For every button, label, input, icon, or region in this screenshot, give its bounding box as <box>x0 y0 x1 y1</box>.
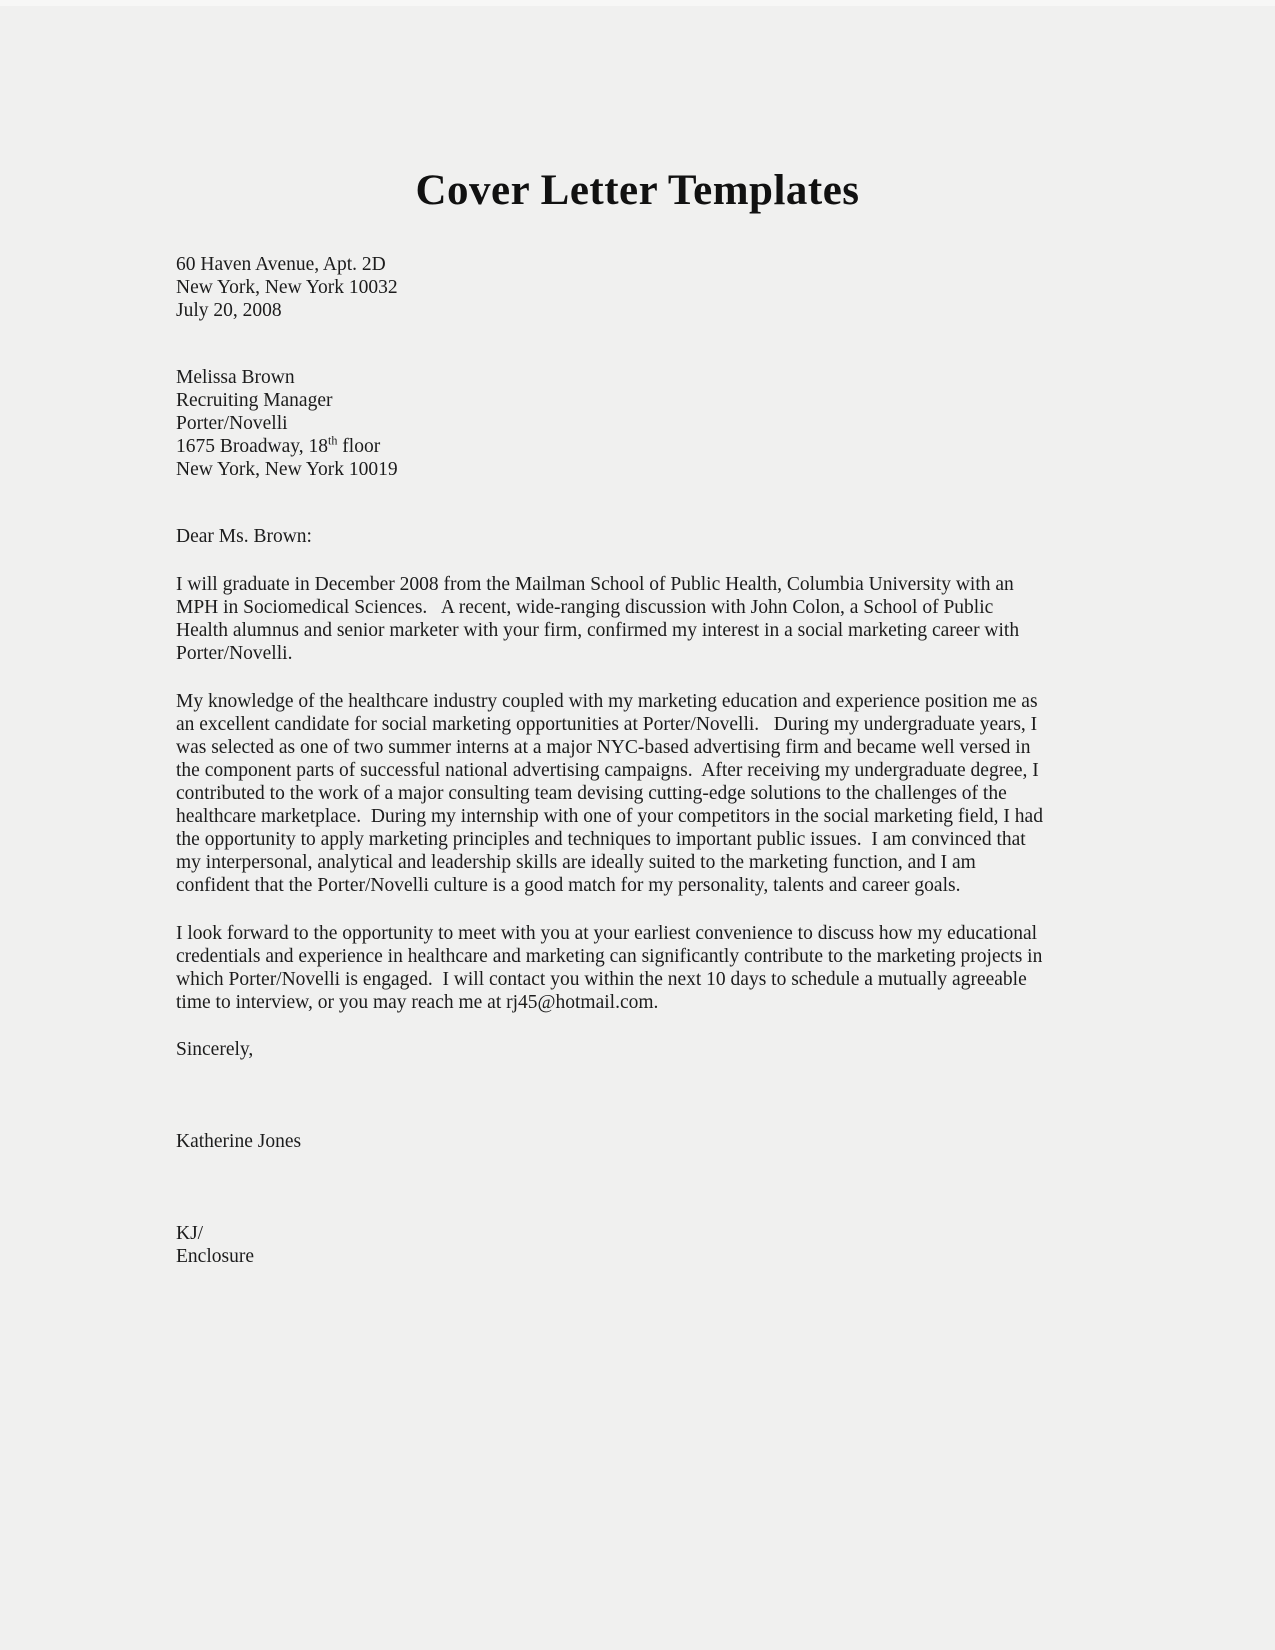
recipient-street <box>176 435 1043 458</box>
typist-initials: KJ/ <box>176 1223 204 1245</box>
sender-address-block <box>176 253 1043 322</box>
sender-city: New York, New York 10032 <box>176 277 398 299</box>
paragraph-qualifications: My knowledge of the healthcare industry coupled with my marketing education and experience position me as an excellent candidate for social marketing opportunities at Porter/Novelli. During my undergraduate years, I was selected as one of two summer interns at a major NYC-based advertising firm and became well versed in the component parts of successful national advertising campaigns. After receiving my undergraduate degree, I contributed to the work of a major consulting team devising cutting-edge solutions to the challenges of the healthcare marketplace. During my internship with one of your competitors in the social marketing field, I had the opportunity to apply marketing principles and techniques to important public issues. I am convinced that my interpersonal, analytical and leadership skills are ideally suited to the marketing function, and I am confident that the Porter/Novelli culture is a good match for my personality, talents and career goals. <box>176 691 1048 897</box>
enclosure-notation: Enclosure <box>176 1246 254 1268</box>
recipient-street-number: 1675 Broadway, 18 <box>176 436 329 458</box>
closing-salutation: Sincerely, <box>176 1039 254 1061</box>
paragraph-call-to-action: I look forward to the opportunity to meet with you at your earliest convenience to discuss how my educational credentials and experience in healthcare and marketing can significantly contribute to the marketing projects in which Porter/Novelli is engaged. I will contact you within the next 10 days to schedule a mutually agreeable time to interview, or you may reach me at rj45@hotmail.com. <box>176 923 1048 1014</box>
ordinal-superscript: th <box>328 433 338 448</box>
sender-street: 60 Haven Avenue, Apt. 2D <box>176 254 386 276</box>
recipient-company: Porter/Novelli <box>176 413 288 435</box>
reference-initials <box>176 1222 1043 1268</box>
paragraph-introduction: I will graduate in December 2008 from the Mailman School of Public Health, Columbia University with an MPH in Sociomedical Sciences. A recent, wide-ranging discussion with John Colon, a School of Public Health alumnus and senior marketer with your firm, confirmed my interest in a social marketing career with Porter/Novelli. <box>176 574 1024 665</box>
signature-name: Katherine Jones <box>176 1131 302 1153</box>
recipient-job-title: Recruiting Manager <box>176 390 333 412</box>
letter-date: July 20, 2008 <box>176 300 282 322</box>
salutation: Dear Ms. Brown: <box>176 526 312 548</box>
page-title: Cover Letter Templates <box>415 167 860 214</box>
recipient-city: New York, New York 10019 <box>176 459 398 481</box>
recipient-address-block <box>176 366 1043 481</box>
recipient-name: Melissa Brown <box>176 367 295 389</box>
recipient-street-floor: floor <box>337 436 381 458</box>
